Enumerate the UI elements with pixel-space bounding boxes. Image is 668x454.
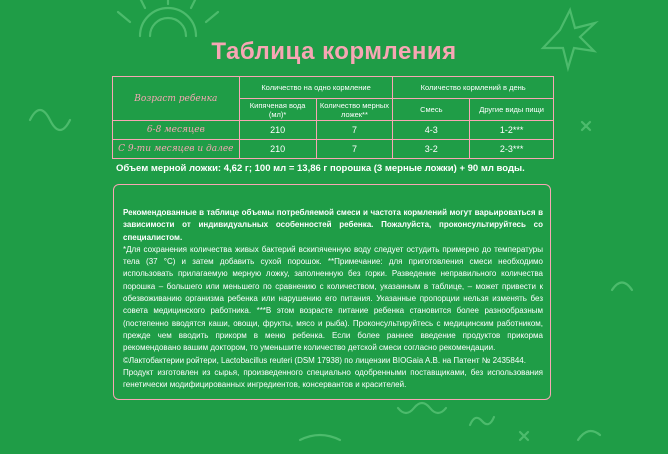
table-cell: 7 bbox=[316, 140, 393, 159]
feedings-per-day-header: Количество кормлений в день bbox=[393, 77, 554, 99]
patent-paragraph: ©Лактобактерии ройтери, Lactobacillus reuteri (DSM 17938) по лицензии BIOGaia A.B. на Патент № 2435844. bbox=[123, 355, 526, 365]
table-cell: 1-2*** bbox=[470, 121, 554, 140]
production-paragraph: Продукт изготовлен из сырья, произведенного специально одобренными поставщиками, без использования генетически модифицированных ингредиентов, консервантов и красителей. bbox=[123, 367, 543, 390]
age-cell: 6-8 месяцев bbox=[113, 121, 240, 140]
table-cell: 2-3*** bbox=[470, 140, 554, 159]
per-feeding-header: Количество на одно кормление bbox=[239, 77, 393, 99]
column-header: Кипяченая вода (мл)* bbox=[239, 99, 316, 121]
footnotes-paragraph: *Для сохранения количества живых бактерий вскипяченную воду следует остудить примерно до температуры тела (37 °С) и затем добавить сухой порошок. **Примечание: для приготовления смеси необходимо использовать прилагаемую мерную ложку, заполненную без горки. Разведение неправильного количества порошка – большего или меньшего по сравнению с количеством, указанным в таблице, – может привести к обезвоживанию организма ребенка или нарушению его питания. Указанные пропорции нельзя изменять без совета медицинского работника. ***В этом возрасте питание ребенка становится более разнообразным (постепенно вводятся каши, овощи, фрукты, мясо и рыба). Проконсультируйтесь с медицинским работником, прежде чем вводить прикорм в меню ребенка. Если более раннее введение продуктов прикорма рекомендовано вашим доктором, то уменьшите количество детской смеси согласно рекомендации. bbox=[123, 244, 543, 353]
info-box bbox=[113, 184, 551, 400]
table-row bbox=[113, 140, 554, 159]
age-header: Возраст ребенка bbox=[113, 77, 240, 121]
table-cell: 210 bbox=[239, 140, 316, 159]
measuring-spoon-note: Объем мерной ложки: 4,62 г; 100 мл = 13,86 г порошка (3 мерные ложки) + 90 мл воды. bbox=[116, 163, 525, 174]
feeding-table bbox=[112, 76, 554, 159]
column-header: Смесь bbox=[393, 99, 470, 121]
table-cell: 3-2 bbox=[393, 140, 470, 159]
column-header: Другие виды пищи bbox=[470, 99, 554, 121]
table-row bbox=[113, 121, 554, 140]
table-cell: 4-3 bbox=[393, 121, 470, 140]
column-header: Количество мерных ложек** bbox=[316, 99, 393, 121]
recommendation-paragraph: Рекомендованные в таблице объемы потребляемой смеси и частота кормлений могут варьироваться в зависимости от индивидуальных особенностей ребенка. Пожалуйста, проконсультируйтесь со специалистом. bbox=[123, 208, 543, 242]
age-cell: С 9-ти месяцев и далее bbox=[113, 140, 240, 159]
table-cell: 7 bbox=[316, 121, 393, 140]
page-title: Таблица кормления bbox=[211, 38, 457, 65]
table-cell: 210 bbox=[239, 121, 316, 140]
